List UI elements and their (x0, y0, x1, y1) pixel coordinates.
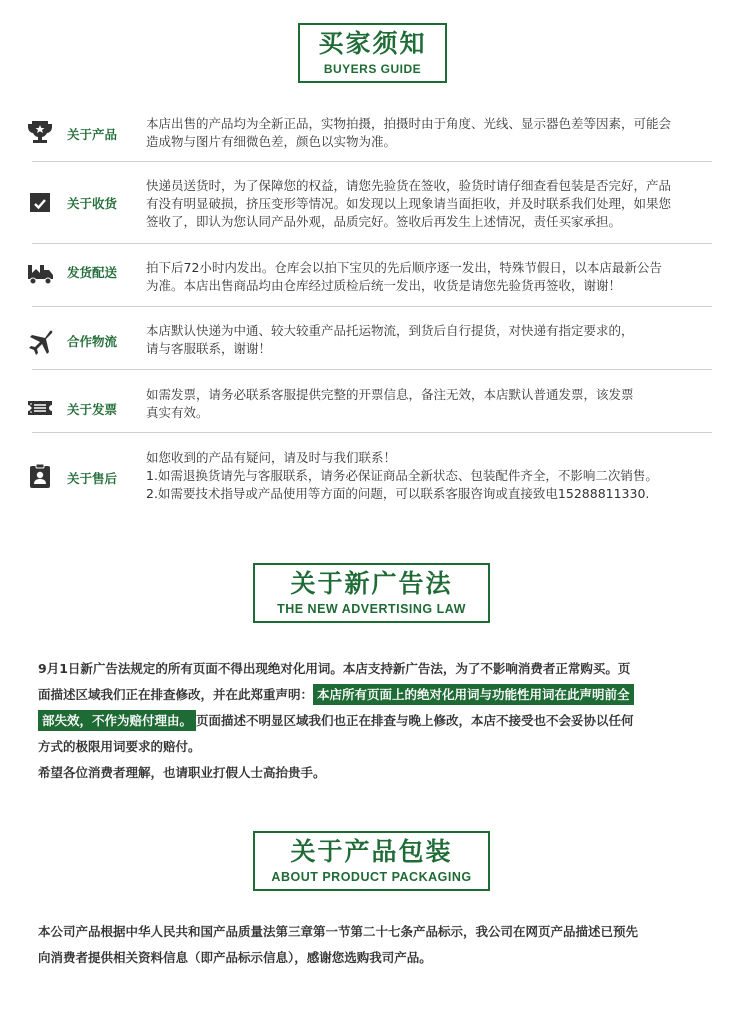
guide-row-text: 本店出售的产品均为全新正品，实物拍摄，拍摄时由于角度、光线、显示器色差等因素，可能会 造成物与图片有细微色差，颜色以实物为准。 (146, 116, 672, 149)
divider (32, 369, 712, 370)
ad-law-highlight: 本店所有页面上的绝对化用词与功能性用词在此声明前全 (313, 684, 634, 705)
guide-row-after-sales (22, 449, 712, 505)
ad-law-line: 9月1日新广告法规定的所有页面不得出现绝对化用词。本店支持新广告法，为了不影响消费者正常购买。页 (38, 661, 631, 676)
divider (32, 161, 712, 162)
buyers-guide-heading (298, 23, 447, 83)
guide-row-shipping (22, 259, 712, 299)
packaging-line: 向消费者提供相关资料信息（即产品标示信息），感谢您选购我司产品。 (38, 950, 432, 965)
guide-row-text: 如您收到的产品有疑问，请及时与我们联系！ 1.如需退换货请先与客服联系，请务必保证商品全新状态、包装配件齐全，不影响二次销售。 2.如需要技术指导或产品使用等方面的问题，可以联系客服咨询或直接致电15288811330. (146, 450, 658, 501)
ad-law-line: 部失效，不作为赔付理由。 页面描述不明显区域我们也正在排查与晚上修改，本店不接受也不会妥协以任何 (38, 708, 718, 734)
guide-row-text: 快递员送货时，为了保障您的权益，请您先验货在签收，验货时请仔细查看包装是否完好，产品 有没有明显破损，挤压变形等情况。如发现以上现象请当面拒收，并及时联系我们处理，如果您 签收了，即认为您认同产品外观，品质完好。签收后再发生上述情况，责任买家承担。 (146, 178, 672, 229)
ad-law-line: 希望各位消费者理解，也请职业打假人士高抬贵手。 (38, 765, 326, 780)
ad-law-heading (253, 563, 490, 623)
guide-row-logistics (22, 322, 712, 362)
guide-row-label: 合作物流 (67, 334, 118, 349)
packaging-line: 本公司产品根据中华人民共和国产品质量法第三章第一节第二十七条产品标示，我公司在网页产品描述已预先 (38, 924, 639, 939)
delivery-truck-icon (25, 259, 55, 289)
airplane-icon (25, 327, 55, 357)
guide-row-label: 关于收货 (67, 196, 118, 211)
ad-law-highlight: 部失效，不作为赔付理由。 (38, 710, 196, 731)
guide-row-invoice (22, 386, 712, 426)
guide-row-label: 关于售后 (67, 471, 118, 486)
divider (32, 243, 712, 244)
ticket-icon (25, 393, 55, 423)
packaging-heading (253, 831, 490, 891)
guide-row-receiving (22, 179, 712, 235)
buyers-guide-title-zh: 买家须知 (318, 29, 427, 58)
guide-row-label: 发货配送 (67, 265, 118, 280)
ad-law-title-en: THE NEW ADVERTISING LAW (277, 602, 466, 616)
divider (32, 432, 712, 433)
packaging-title-zh: 关于产品包装 (290, 837, 453, 866)
trophy-icon (25, 117, 55, 147)
ad-law-line: 方式的极限用词要求的赔付。 (38, 739, 201, 754)
guide-row-product (22, 114, 712, 154)
guide-row-label: 关于发票 (67, 402, 118, 417)
guide-row-text: 拍下后72小时内发出。仓库会以拍下宝贝的先后顺序逐一发出，特殊节假日，以本店最新公告 为准。本店出售商品均由仓库经过质检后统一发出，收货是请您先验货再签收，谢谢！ (146, 260, 662, 293)
packaging-title-en: ABOUT PRODUCT PACKAGING (271, 870, 472, 884)
ad-law-line: 面描述区域我们正在排查修改，并在此郑重声明： 本店所有页面上的绝对化用词与功能性用词在此声明前全 (38, 682, 718, 708)
buyers-guide-title-en: BUYERS GUIDE (323, 62, 422, 76)
divider (32, 306, 712, 307)
guide-row-text: 本店默认快递为中通、较大较重产品托运物流，到货后自行提货，对快递有指定要求的， 请与客服联系，谢谢！ (146, 323, 634, 356)
packaging-paragraph (38, 919, 718, 971)
guide-row-label: 关于产品 (67, 127, 118, 142)
ad-law-title-zh: 关于新广告法 (290, 569, 453, 598)
guide-row-text: 如需发票，请务必联系客服提供完整的开票信息，备注无效，本店默认普通发票，该发票 真实有效。 (146, 387, 634, 420)
ad-law-paragraph (38, 656, 718, 786)
checkbox-icon (25, 187, 55, 217)
clipboard-user-icon (25, 461, 55, 491)
